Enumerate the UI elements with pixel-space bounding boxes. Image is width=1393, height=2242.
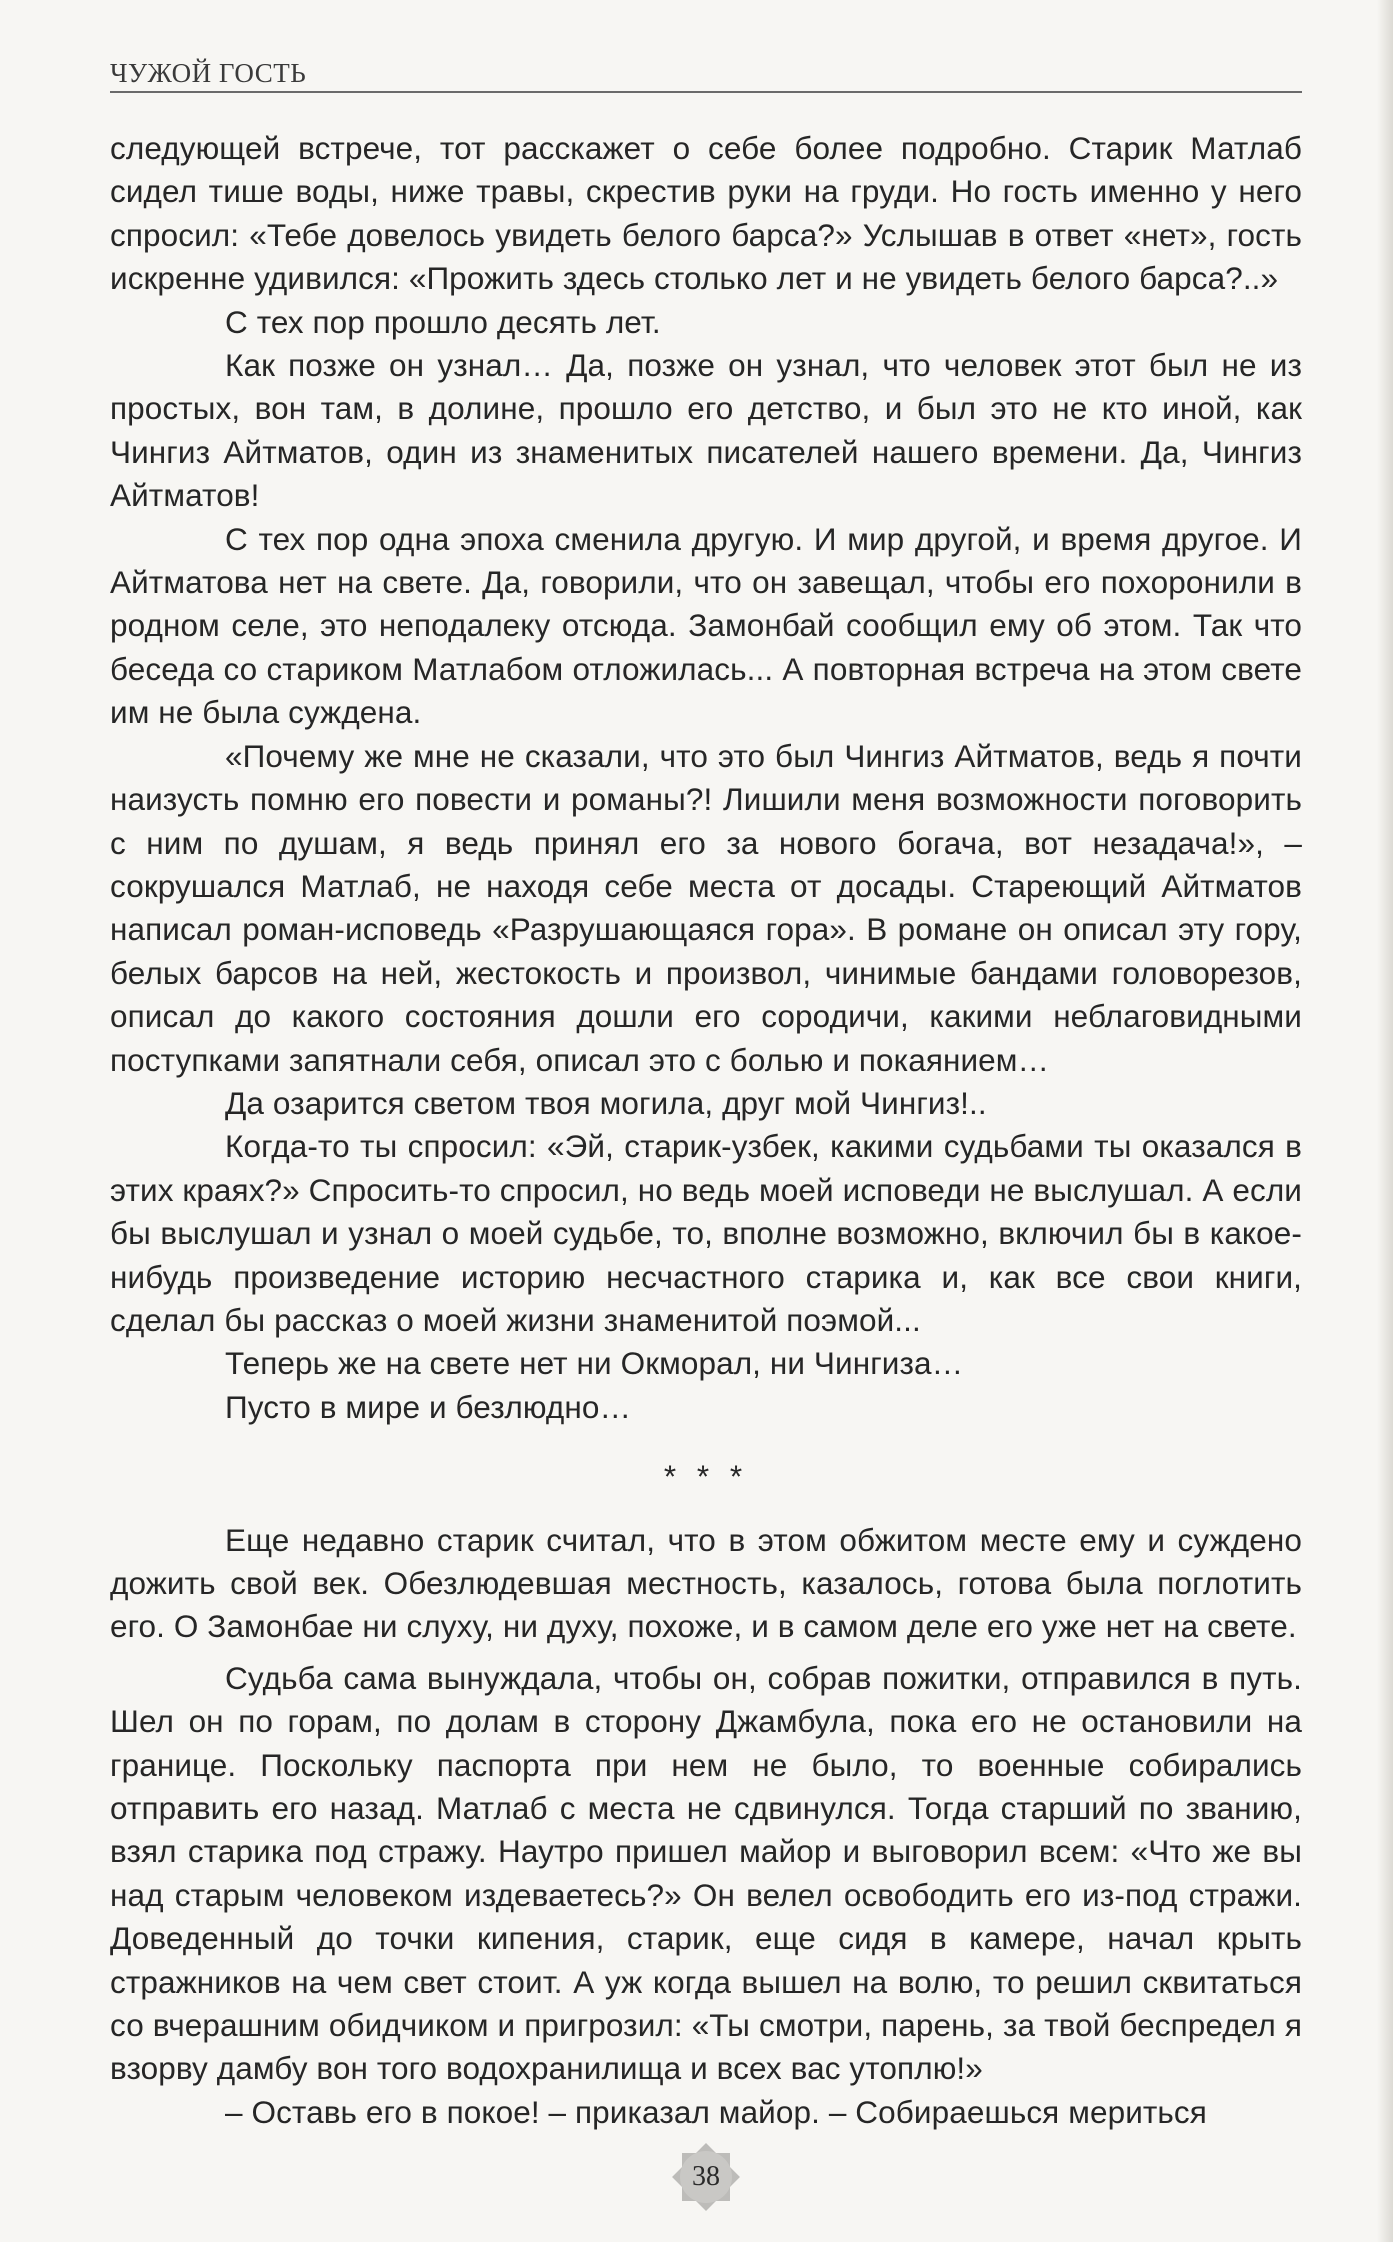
body-text [110, 127, 1302, 2134]
paragraph: Еще недавно старик считал, что в этом обжитом месте ему и суждено дожить свой век. Обезлюдевшая местность, казалось, готова была поглотить его. О Замонбае ни слуху, ни духу, похоже, и в самом деле его уже нет на свете. [110, 1521, 1302, 1645]
page-number-badge [669, 2140, 743, 2214]
paragraph: С тех пор одна эпоха сменила другую. И мир другой, и время другое. И Айтматова нет на свете. Да, говорили, что он завещал, чтобы его похоронили в родном селе, это неподалеку отсюда. Замонбай сообщил ему об этом. Так что беседа со стариком Матлабом отложилась... А повторная встреча на этом свете им не была суждена. [110, 520, 1302, 731]
paragraph: Да озарится светом твоя могила, друг мой Чингиз!.. [225, 1084, 987, 1121]
paragraph: Теперь же на свете нет ни Окморал, ни Чингиза… [225, 1345, 964, 1382]
header-rule [110, 91, 1302, 93]
paragraph: С тех пор прошло десять лет. [225, 303, 661, 340]
page-number: 38 [692, 2161, 720, 2192]
page-edge-shadow [1377, 0, 1393, 2242]
paragraph: следующей встрече, тот расскажет о себе более подробно. Старик Матлаб сидел тише воды, ниже травы, скрестив руки на груди. Но гость именно у него спросил: «Тебе довелось увидеть белого барса?» Услышав в ответ «нет», гость искренне удивился: «Прожить здесь столько лет и не увидеть белого барса?..» [110, 130, 1302, 297]
paragraph: Судьба сама вынуждала, чтобы он, собрав пожитки, отправился в путь. Шел он по горам, по долам в сторону Джамбула, пока его не остановили на границе. Поскольку паспорта при нем не было, то военные собирались отправить его назад. Матлаб с места не сдвинулся. Тогда старший по званию, взял старика под стражу. Наутро пришел майор и выговорил всем: «Что же вы над старым человеком издеваетесь?» Он велел освободить его из-под стражи. Доведенный до точки кипения, старик, еще сидя в камере, начал крыть стражников на чем свет стоит. А уж когда вышел на волю, то решил сквитаться со вчерашним обидчиком и пригрозил: «Ты смотри, парень, за твой беспредел я взорву дамбу вон того водохранилища и всех вас утоплю!» [110, 1659, 1302, 2087]
paragraph: Когда-то ты спросил: «Эй, старик-узбек, какими судьбами ты оказался в этих краях?» Спросить-то спросил, но ведь моей исповеди не выслушал. А если бы выслушал и узнал о моей судьбе, то, вполне возможно, включил бы в какое-нибудь произведение историю несчастного старика и, как все свои книги, сделал бы рассказ о моей жизни знаменитой поэмой... [110, 1128, 1302, 1338]
paragraph: «Почему же мне не сказали, что это был Чингиз Айтматов, ведь я почти наизусть помню его повести и романы?! Лишили меня возможности поговорить с ним по душам, я ведь принял его за нового богача, вот незадача!», – сокрушался Матлаб, не находя себе места от досады. Стареющий Айтматов написал роман-исповедь «Разрушающаяся гора». В романе он описал эту гору, белых барсов на ней, жестокость и произвол, чинимые бандами головорезов, описал до какого состояния дошли его сородичи, какими неблаговидными поступками запятнали себя, описал это с болью и покаянием… [110, 737, 1302, 1078]
paragraph: Пусто в мире и безлюдно… [225, 1388, 632, 1425]
paragraph: – Оставь его в покое! – приказал майор. – Собираешься мериться [225, 2093, 1207, 2130]
section-separator: * * * [663, 1458, 749, 1495]
running-header: ЧУЖОЙ ГОСТЬ [110, 58, 307, 88]
paragraph: Как позже он узнал… Да, позже он узнал, что человек этот был не из простых, вон там, в долине, прошло его детство, и был это не кто иной, как Чингиз Айтматов, один из знаменитых писателей нашего времени. Да, Чингиз Айтматов! [110, 347, 1302, 514]
